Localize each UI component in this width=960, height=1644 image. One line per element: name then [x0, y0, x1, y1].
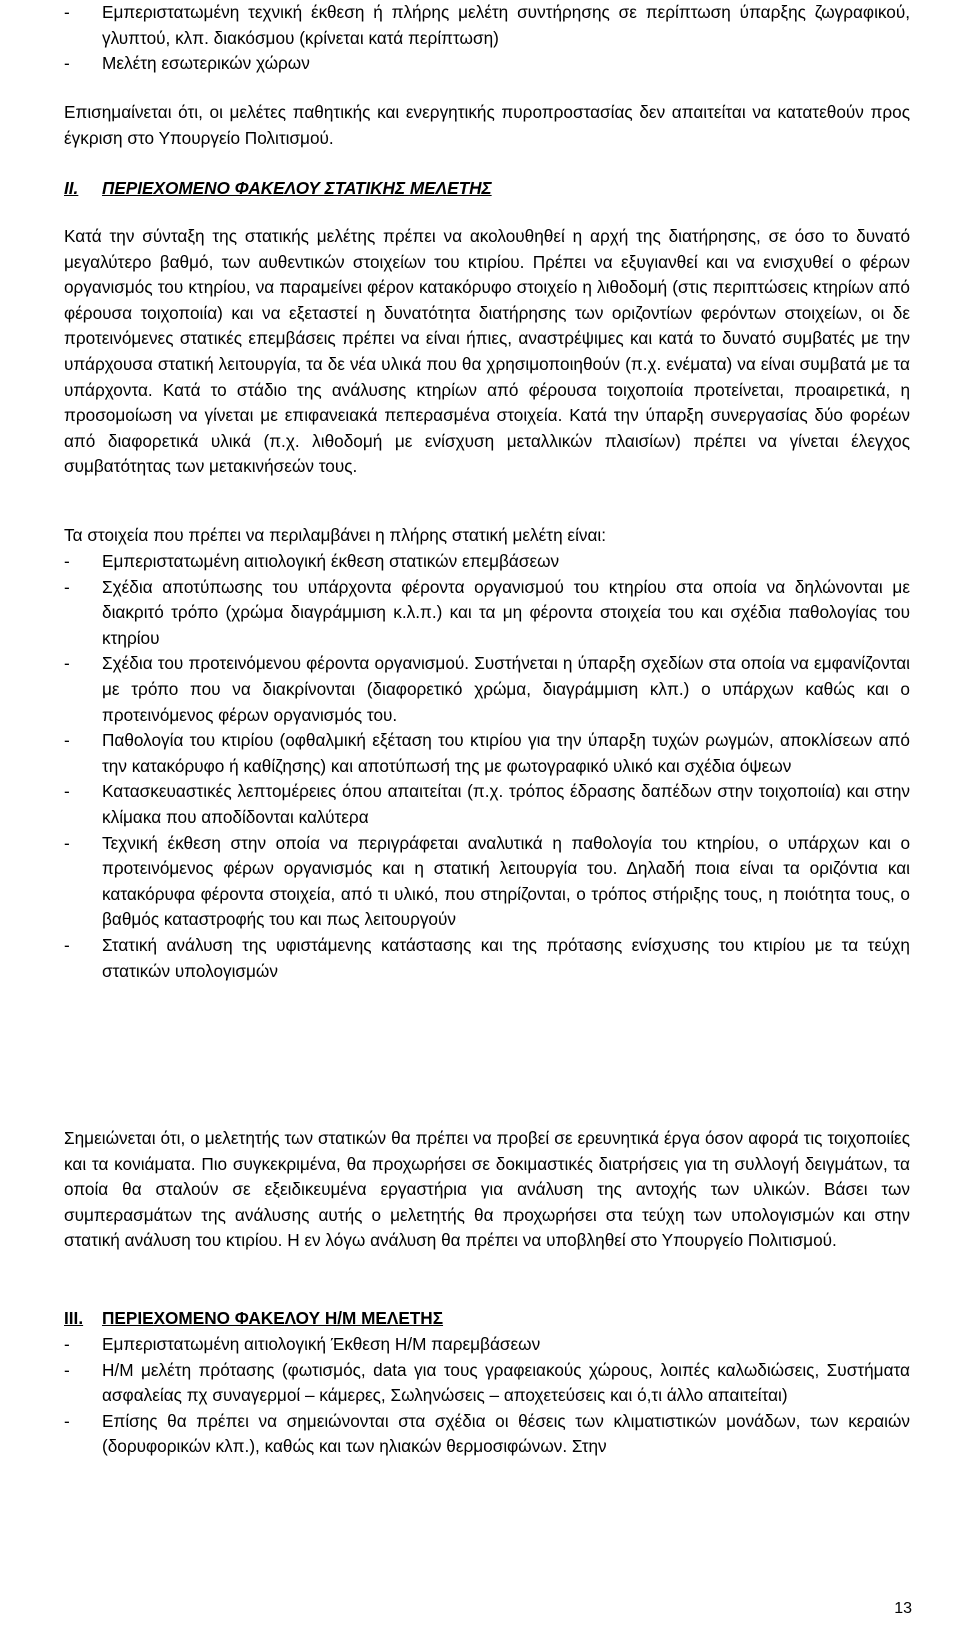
list-item-text: Μελέτη εσωτερικών χώρων [102, 53, 310, 74]
list-item-text: Η/Μ μελέτη πρότασης (φωτισμός, data για τους γραφειακούς χώρους, λοιπές καλωδιώσεις, Συστήματα ασφαλείας πχ συναγερμοί – κάμερες, Σωληνώσεις – αποχετεύσεις και ό,τι άλλο απαιτείται) [102, 1359, 910, 1406]
page-number: 13 [894, 1600, 912, 1617]
list-item-text: Εμπεριστατωμένη τεχνική έκθεση ή πλήρης μελέτη συντήρησης σε περίπτωση ύπαρξης ζωγραφικού, γλυπτού, κλπ. διακόσμου (κρίνεται κατά περίπτωση) [102, 2, 910, 48]
section-2-heading [64, 176, 910, 202]
list-item [64, 0, 910, 51]
section-number: II. [64, 178, 79, 198]
section-2-paragraph: Κατά την σύνταξη της στατικής μελέτης πρέπει να ακολουθηθεί η αρχή της διατήρησης, σε όσο το δυνατό μεγαλύτερο βαθμό, των αυθεντικών στοιχείων του κτιρίου. Πρέπει να εξυγιανθεί και να ενισχυθεί ο φέρων οργανισμός του κτηρίου, να παραμείνει φέρον κατακόρυφο στοιχείο η λιθοδομή (στις περιπτώσεις κτηρίων από φέρουσα τοιχοποιία) και να εξεταστεί η δυνατότητα διατήρησης των οριζοντίων φερόντων στοιχείων, οι δε προτεινόμενες στατικές επεμβάσεις πρέπει να είναι ήπιες, αναστρέψιμες και κατά το δυνατό συμβατές με την υπάρχουσα στατική λειτουργία, τα δε νέα υλικά που θα χρησιμοποιηθούν (π.χ. ενέματα) να είναι συμβατά με τα υπάρχοντα. Κατά το στάδιο της ανάλυσης κτηρίων από φέρουσα τοιχοποιία προτείνεται, προαιρετικά, η προσομοίωση να γίνεται με επιφανειακά πεπερασμένα στοιχεία. Κατά την ύπαρξη συνεργασίας δύο φορέων από διαφορετικά υλικά (π.χ. λιθοδομή με ενίσχυση μεταλλικών πλαισίων) πρέπει να γίνεται έλεγχος συμβατότητας των μετακινήσεών τους. [64, 226, 910, 477]
list-item-text: Εμπεριστατωμένη αιτιολογική Έκθεση Η/Μ παρεμβάσεων [102, 1334, 541, 1354]
list-item-text: Επίσης θα πρέπει να σημειώνονται στα σχέδια οι θέσεις των κλιματιστικών μονάδων, των κεραιών (δορυφορικών κλπ.), καθώς και των ηλιακών θερμοσιφώνων. Στην [102, 1410, 910, 1457]
list-dash: - [64, 730, 70, 751]
section-3-heading [64, 1306, 910, 1332]
list-item-text: Σχέδια του προτεινόμενου φέροντα οργανισμού. Συστήνεται η ύπαρξη σχεδίων στα οποία να εμφανίζονται με τρόπο που να διακρίνονται (διαφορετικό χρώμα, διαγράμμιση κλπ.) ο υπάρχων καθώς και ο προτεινόμενος φέρων οργανισμός του. [102, 653, 910, 725]
list-dash: - [64, 53, 70, 74]
list-dash: - [64, 576, 70, 597]
list-item-text: Εμπεριστατωμένη αιτιολογική έκθεση στατικών επεμβάσεων [102, 551, 560, 571]
list-item [64, 831, 910, 933]
top-list [64, 0, 910, 77]
list-dash: - [64, 1334, 70, 1354]
list-item [64, 1409, 910, 1460]
list-dash: - [64, 781, 70, 802]
list-dash: - [64, 551, 70, 571]
list-dash: - [64, 934, 70, 955]
section-title: ΠΕΡΙΕΧΟΜΕΝΟ ΦΑΚΕΛΟΥ Η/Μ ΜΕΛΕΤΗΣ [102, 1308, 444, 1328]
list-item-text: Κατασκευαστικές λεπτομέρειες όπου απαιτείται (π.χ. τρόπος έδρασης δαπέδων στην τοιχοποιία) και στην κλίμακα που αποδίδονται καλύτερα [102, 781, 910, 827]
list-item [64, 1358, 910, 1409]
list-item-text: Παθολογία του κτιρίου (οφθαλμική εξέταση του κτιρίου για την ύπαρξη τυχών ρωγμών, αποκλίσεων από την κατακόρυφο ή καθίζησης) και αποτύπωσή της με φωτογραφικό υλικό και σχέδια όψεων [102, 730, 910, 776]
list-item [64, 575, 910, 652]
list-dash: - [64, 2, 70, 22]
list-dash: - [64, 653, 70, 674]
section-3-list [64, 1332, 910, 1460]
section-2-note: Σημειώνεται ότι, ο μελετητής των στατικών θα πρέπει να προβεί σε ερευνητικά έργα όσον αφορά τις τοιχοποιίες και τα κονιάματα. Πιο συγκεκριμένα, θα προχωρήσει σε δοκιμαστικές διατρήσεις για τη συλλογή δειγμάτων, τα οποία θα σταλούν σε εξειδικευμένα εργαστήρια για ανάλυση της αντοχής των υλικών. Βάσει των συμπερασμάτων της ανάλυσης αυτής ο μελετητής θα προχωρήσει στα τεύχη των υπολογισμών και στην στατική ανάλυση του κτιρίου. Η εν λόγω ανάλυση θα πρέπει να υποβληθεί στο Υπουργείο Πολιτισμού. [64, 1128, 910, 1251]
section-2-list [64, 549, 910, 984]
list-item-text: Σχέδια αποτύπωσης του υπάρχοντα φέροντα οργανισμού του κτηρίου στα οποία να δηλώνονται με διακριτό τρόπο (χρώμα διαγράμμιση κ.λ.π.) και τα μη φέροντα στοιχεία του και σχέδια παθολογίας του κτηρίου [102, 576, 910, 648]
section-2-list-intro: Τα στοιχεία που πρέπει να περιλαμβάνει η πλήρης στατική μελέτη είναι: [64, 525, 607, 545]
list-item [64, 549, 910, 575]
list-item [64, 1332, 910, 1358]
list-item [64, 651, 910, 728]
list-item-text: Στατική ανάλυση της υφιστάμενης κατάστασης και της πρότασης ενίσχυσης του κτιρίου με τα τεύχη στατικών υπολογισμών [102, 934, 910, 981]
list-dash: - [64, 1410, 70, 1431]
list-item-text: Τεχνική έκθεση στην οποία να περιγράφεται αναλυτικά η παθολογία του κτηρίου, ο υπάρχων και ο προτεινόμενος φέρων οργανισμός και η στατική λειτουργία του. Δηλαδή ποια είναι τα οριζόντια και κατακόρυφα φέροντα στοιχεία, από τι υλικό, που στηρίζονται, ο τρόπος στήριξης τους, η ποιότητα τους, ο βαθμός καταστροφής του και πως λειτουργούν [102, 832, 910, 930]
list-item [64, 779, 910, 830]
list-item [64, 933, 910, 984]
section-title: ΠΕΡΙΕΧΟΜΕΝΟ ΦΑΚΕΛΟΥ ΣΤΑΤΙΚΗΣ ΜΕΛΕΤΗΣ [102, 178, 492, 198]
list-dash: - [64, 1359, 70, 1380]
fire-protection-note: Επισημαίνεται ότι, οι μελέτες παθητικής και ενεργητικής πυροπροστασίας δεν απαιτείται να κατατεθούν προς έγκριση στο Υπουργείο Πολιτισμού. [64, 102, 910, 148]
list-item [64, 728, 910, 779]
list-dash: - [64, 832, 70, 853]
list-item [64, 51, 910, 77]
section-number: III. [64, 1308, 84, 1328]
